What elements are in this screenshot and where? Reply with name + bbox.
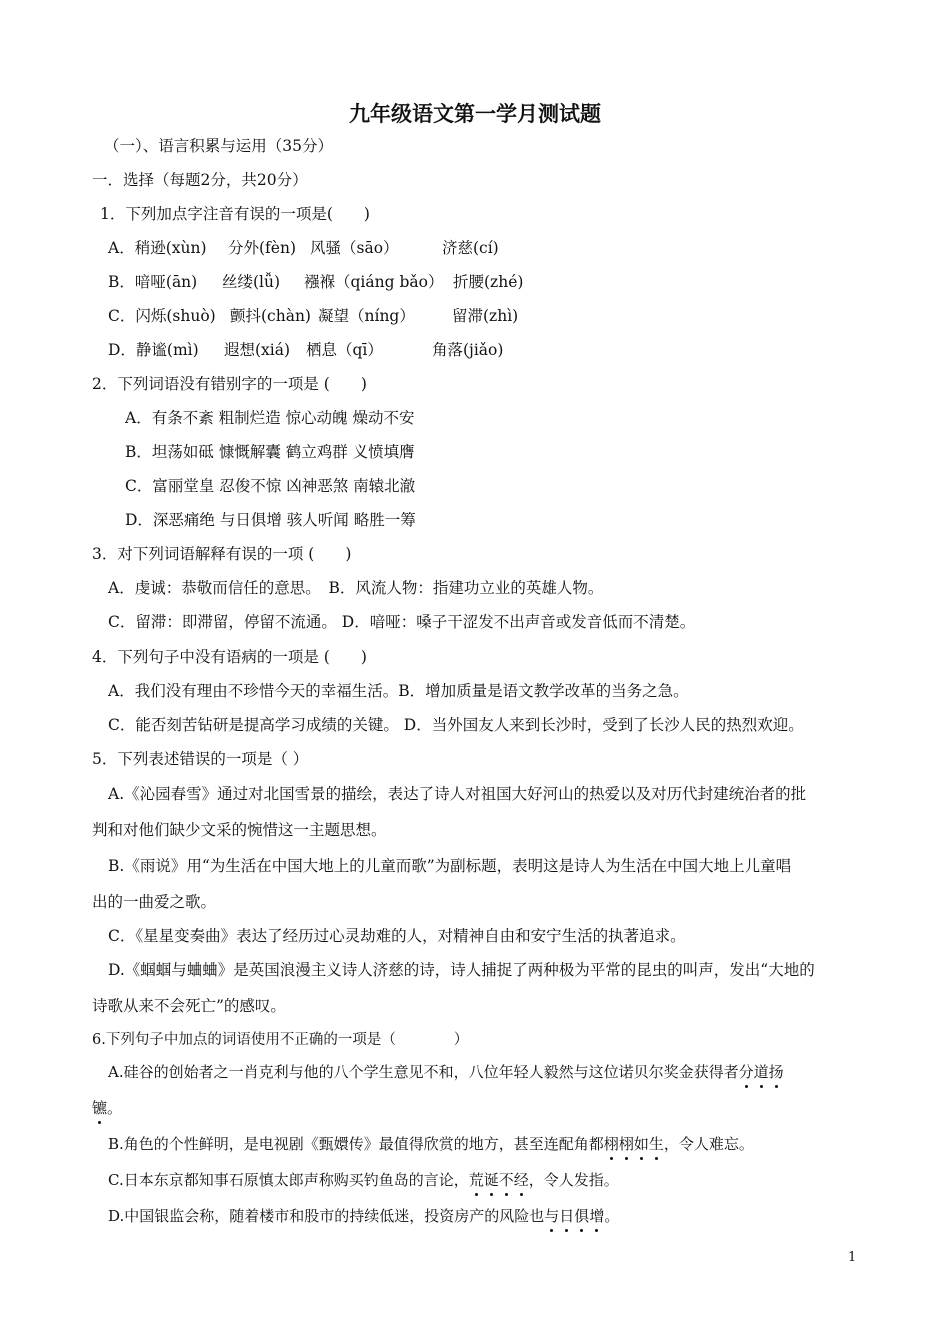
q6-option-d [108, 1206, 619, 1226]
q2-option-a: A．有条不紊 粗制烂造 惊心动魄 燥动不安 [125, 409, 415, 427]
q6-option-c [108, 1170, 619, 1190]
q6-option-a-line2 [92, 1098, 122, 1118]
q5-option-a-line1: A.《沁园春雪》通过对北国雪景的描绘，表达了诗人对祖国大好河山的热爱以及对历代封建统治者的批 [108, 785, 807, 803]
q1-a-2: 分外(fèn) [228, 239, 296, 257]
dotted-char: 俱 [574, 1207, 590, 1225]
q1-c-2: 颤抖(chàn) [230, 307, 311, 325]
q1-b-2: 丝缕(lǚ) [222, 273, 281, 291]
q3-stem: 3．对下列词语解释有误的一项 ( ) [92, 545, 352, 563]
section-heading: （一）、语言积累与运用（35分） [104, 137, 333, 155]
q6-option-b [108, 1134, 754, 1154]
q2-option-d: D．深恶痛绝 与日俱增 骇人听闻 略胜一筹 [125, 511, 416, 529]
q6-b-tail: ，令人难忘。 [663, 1135, 754, 1153]
q1-a-4: 济慈(cí) [442, 239, 499, 257]
q5-stem: 5．下列表述错误的一项是（ ） [92, 750, 309, 768]
q1-a-1: A．稍逊(xùn) [108, 239, 207, 257]
q1-option-a [108, 238, 207, 258]
part-heading: 一．选择（每题2分，共20分） [92, 171, 308, 189]
q5-option-d-line1: D.《蝈蝈与蛐蛐》是英国浪漫主义诗人济慈的诗，诗人捕捉了两种极为平常的昆虫的叫声，发出“大地的 [108, 961, 815, 979]
page-title: 九年级语文第一学月测试题 [349, 102, 601, 126]
q2-option-c: C．富丽堂皇 忍俊不惊 凶神恶煞 南辕北澈 [125, 477, 416, 495]
dotted-char: 与 [544, 1207, 560, 1225]
dotted-char: 不 [498, 1171, 514, 1189]
q5-option-a-line2: 判和对他们缺少文采的惋惜这一主题思想。 [92, 821, 387, 839]
page-number: 1 [848, 1250, 857, 1265]
dotted-char: 如 [633, 1135, 649, 1153]
q1-d-3: 栖息（qī） [306, 341, 383, 359]
q1-stem: 1．下列加点字注音有误的一项是( ) [100, 205, 370, 223]
q6-a-text: A.硅谷的创始者之一肖克利与他的八个学生意见不和，八位年轻人毅然与这位诺贝尔奖金获得者 [108, 1063, 739, 1081]
q6-c-text: C.日本东京都知事石原慎太郎声称购买钓鱼岛的言论， [108, 1171, 469, 1189]
q6-d-text: D.中国银监会称，随着楼市和股市的持续低迷，投资房产的风险也 [108, 1207, 545, 1225]
q1-b-3: 襁褓（qiáng bǎo） [304, 273, 444, 291]
q4-options-cd: C．能否刻苦钻研是提高学习成绩的关键。 D．当外国友人来到长沙时，受到了长沙人民的热烈欢迎。 [108, 716, 804, 734]
q1-d-4: 角落(jiǎo) [432, 341, 504, 359]
q6-option-a-line1 [108, 1062, 784, 1082]
dotted-char: 栩 [618, 1135, 634, 1153]
dotted-char: 日 [559, 1207, 575, 1225]
dotted-char: 增 [589, 1207, 605, 1225]
q1-b-1: B．喑哑(ān) [108, 273, 198, 291]
q6-d-tail: 。 [604, 1207, 620, 1225]
q1-c-3: 凝望（níng） [318, 307, 415, 325]
q6-b-text: B.角色的个性鲜明，是电视剧《甄嬛传》最值得欣赏的地方，甚至连配角都 [108, 1135, 604, 1153]
dotted-char: 经 [513, 1171, 529, 1189]
q1-b-4: 折腰(zhé) [453, 273, 524, 291]
dotted-char: 分 [738, 1063, 754, 1081]
q4-stem: 4．下列句子中没有语病的一项是 ( ) [92, 648, 367, 666]
dotted-char: 扬 [768, 1063, 784, 1081]
q3-options-cd: C．留滞：即滞留，停留不流通。 D．喑哑：嗓子干涩发不出声音或发音低而不清楚。 [108, 613, 696, 631]
q4-options-ab: A．我们没有理由不珍惜今天的幸福生活。B．增加质量是语文教学改革的当务之急。 [108, 682, 689, 700]
q6-c-tail: ，令人发指。 [528, 1171, 619, 1189]
dotted-char: 生 [648, 1135, 664, 1153]
dotted-char: 荒 [468, 1171, 484, 1189]
q5-option-c: C．《星星变奏曲》表达了经历过心灵劫难的人，对精神自由和安宁生活的执著追求。 [108, 927, 686, 945]
dotted-char: 栩 [603, 1135, 619, 1153]
q1-d-2: 遐想(xiá) [224, 341, 291, 359]
dotted-char: 镳 [92, 1099, 108, 1117]
q1-c-1: C．闪烁(shuò) [108, 307, 216, 325]
q2-option-b: B．坦荡如砥 慷慨解囊 鹤立鸡群 义愤填膺 [125, 443, 415, 461]
q1-c-4: 留滞(zhì) [452, 307, 519, 325]
q6-a-end: 。 [107, 1099, 123, 1117]
q5-option-b-line2: 出的一曲爱之歌。 [92, 893, 217, 911]
q1-a-3: 风骚（sāo） [310, 239, 399, 257]
q5-option-b-line1: B.《雨说》用“为生活在中国大地上的儿童而歌”为副标题，表明这是诗人为生活在中国大地上儿童唱 [108, 857, 792, 875]
dotted-char: 道 [753, 1063, 769, 1081]
q2-stem: 2．下列词语没有错别字的一项是 ( ) [92, 375, 367, 393]
q3-options-ab: A．虔诚：恭敬而信任的意思。 B．风流人物：指建功立业的英雄人物。 [108, 579, 604, 597]
q6-stem: 6.下列句子中加点的词语使用不正确的一项是（ ） [92, 1032, 469, 1048]
q5-option-d-line2: 诗歌从来不会死亡”的感叹。 [92, 997, 286, 1015]
q1-d-1: D．静谧(mì) [108, 341, 199, 359]
dotted-char: 诞 [483, 1171, 499, 1189]
